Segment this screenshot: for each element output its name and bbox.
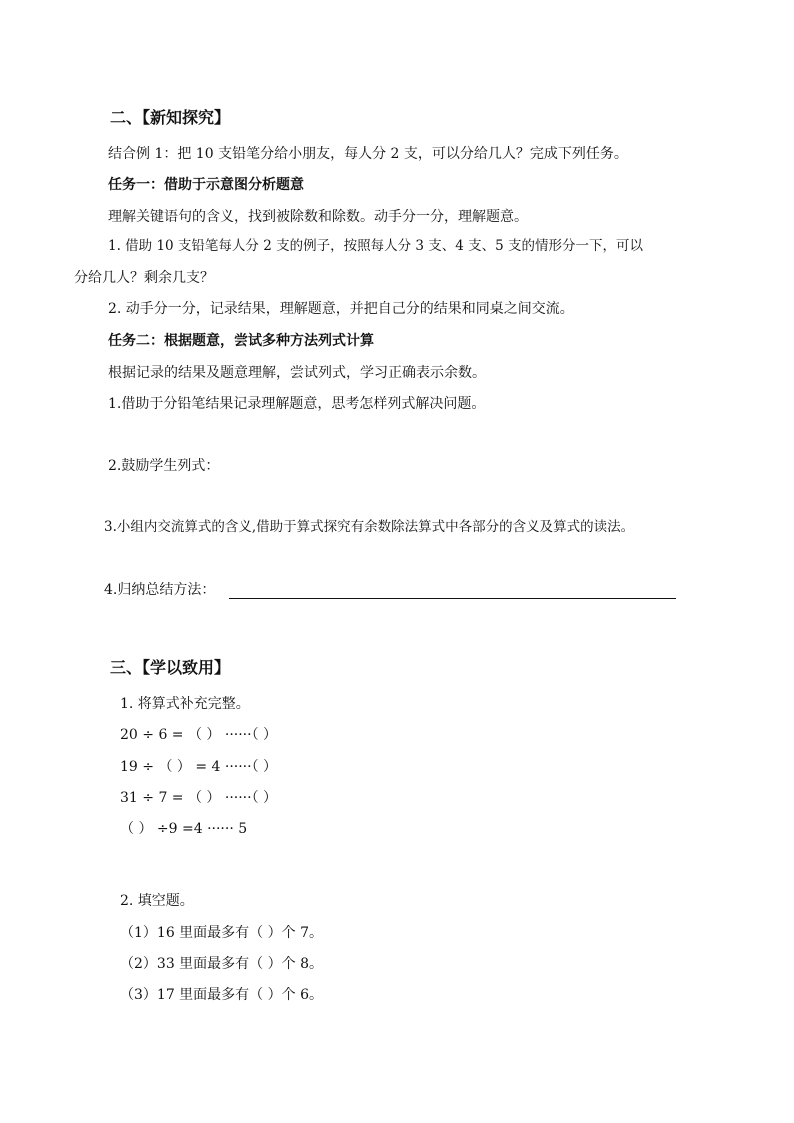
q1-row-1: 20 ÷ 6 = （ ） ······（ ） xyxy=(120,727,278,743)
q2-row-2: （2）33 里面最多有（ ）个 8。 xyxy=(120,956,323,972)
task2-item2: 2.鼓励学生列式： xyxy=(108,458,220,474)
task2-item3: 3.小组内交流算式的含义,借助于算式探究有余数除法算式中各部分的含义及算式的读法。 xyxy=(104,519,635,535)
answer-underline xyxy=(229,598,676,599)
task1-title: 任务一：借助于示意图分析题意 xyxy=(108,177,304,193)
q1-row-2: 19 ÷ （ ） = 4 ······（ ） xyxy=(120,759,278,775)
task2-item4: 4.归纳总结方法： xyxy=(104,582,216,598)
q2-row-3: （3）17 里面最多有（ ）个 6。 xyxy=(120,987,323,1003)
task1-intro: 理解关键语句的含义，找到被除数和除数。动手分一分，理解题意。 xyxy=(108,209,528,225)
section3-heading: 三、【学以致用】 xyxy=(110,658,231,677)
q1-row-3: 31 ÷ 7 = （ ） ······（ ） xyxy=(120,790,278,806)
task2-intro: 根据记录的结果及题意理解，尝试列式，学习正确表示余数。 xyxy=(108,365,486,381)
q2-title: 2. 填空题。 xyxy=(120,893,194,909)
q1-title: 1. 将算式补充完整。 xyxy=(120,696,250,712)
task1-item1-line1: 1. 借助 10 支铅笔每人分 2 支的例子，按照每人分 3 支、4 支、5 支的情形分一下，可以 xyxy=(108,238,644,254)
section2-heading: 二、【新知探究】 xyxy=(110,108,231,127)
example-text: 结合例 1：把 10 支铅笔分给小朋友，每人分 2 支，可以分给几人？完成下列任务。 xyxy=(108,146,628,162)
q1-row-4: （ ） ÷9 =4 ······ 5 xyxy=(120,821,248,837)
q2-row-1: （1）16 里面最多有（ ）个 7。 xyxy=(120,925,323,941)
task2-title: 任务二：根据题意，尝试多种方法列式计算 xyxy=(108,333,374,349)
task1-item1-line2: 分给几人？剩余几支？ xyxy=(74,270,214,286)
task2-item1: 1.借助于分铅笔结果记录理解题意，思考怎样列式解决问题。 xyxy=(108,396,486,412)
task1-item2: 2. 动手分一分，记录结果，理解题意，并把自己分的结果和同桌之间交流。 xyxy=(108,301,574,317)
